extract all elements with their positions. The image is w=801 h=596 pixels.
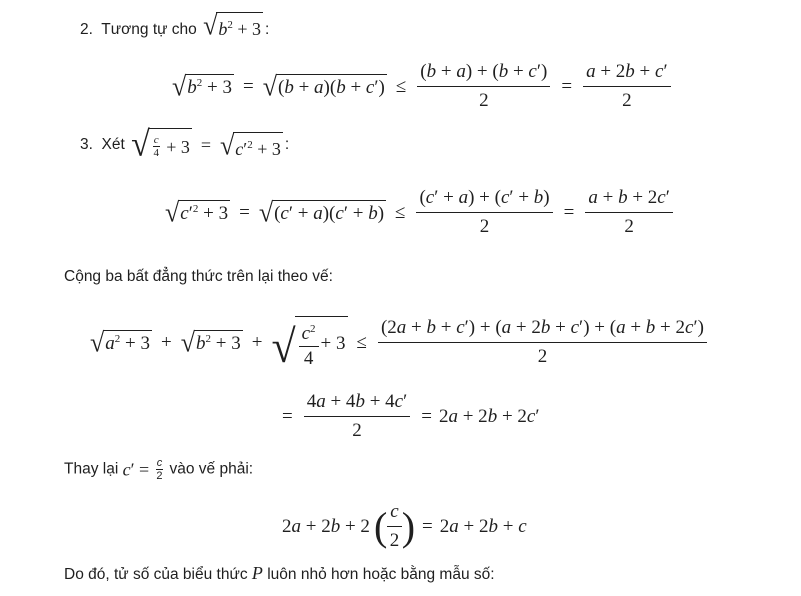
equation-5: 2a + 2b + 2 ( $\frac{c}{2}$ ) = 2a + 2b + c bbox=[282, 501, 527, 551]
paragraph-sum: Cộng ba bất đẳng thức trên lại theo vế: bbox=[64, 268, 333, 285]
equation-3: √ $a^2 + 3$ + √ $b^2 + 3$ + √ $\frac{c^2}{4}$ + 3 ≤ $\frac{(2a + b + c') + (a + 2b + c') + (a + b + 2c')}{2}$ bbox=[88, 316, 711, 369]
item-3-line: 3. Xét √ $\frac{c}{4}$ + 3 = √ $c'^2 + 3$ : bbox=[80, 125, 290, 164]
item-2-label: 2. Tương tự cho bbox=[80, 21, 202, 38]
item-2-line: 2. Tương tự cho √ $b^2 + 3$ : bbox=[80, 10, 270, 41]
equation-2: √ $c'^2 + 3$ = √ (c′ + a)(c′ + b) ≤ $\frac{(c' + a) + (c' + b)}{2}$ = $\frac{a + b + 2c'}{2}$ bbox=[163, 186, 677, 239]
equation-1: √ $b^2 + 3$ = √ (b + a)(b + c′) ≤ $\frac{(b + a) + (b + c')}{2}$ = $\frac{a + 2b + c'}{2}$ bbox=[170, 60, 675, 113]
equation-4: = $\frac{4a + 4b + 4c'}{2}$ = 2a + 2b + 2c′ bbox=[282, 391, 540, 441]
item-2-expr: √ $b^2 + 3$ bbox=[203, 10, 262, 41]
paragraph-substitute: Thay lại c′ = $\frac{c}{2}$ vào vế phải: bbox=[64, 457, 254, 482]
paragraph-conclusion: Do đó, tử số của biểu thức P luôn nhỏ hơn hoặc bằng mẫu số: bbox=[64, 563, 495, 583]
